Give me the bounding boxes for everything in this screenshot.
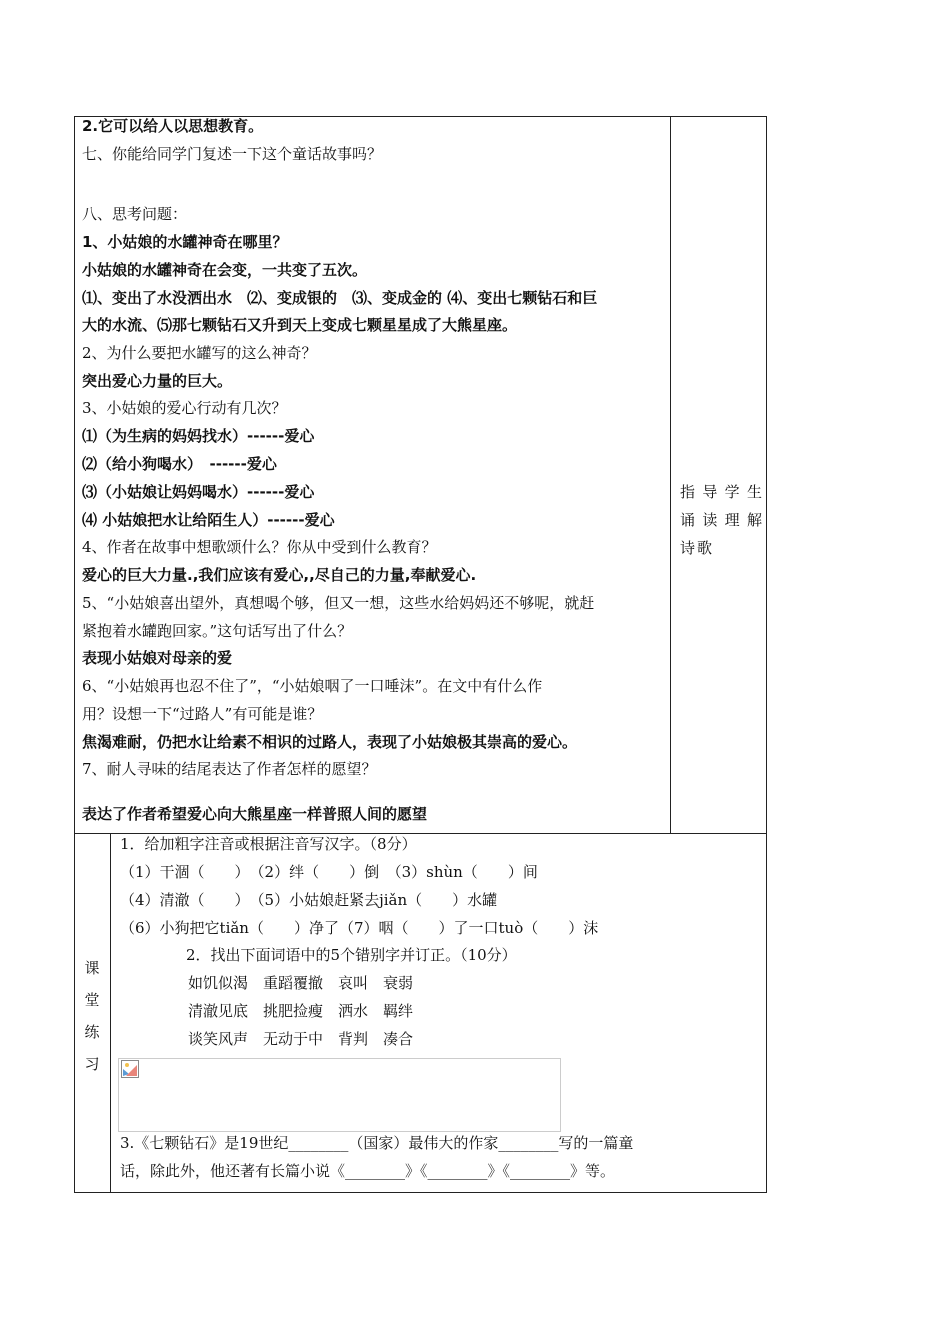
answer-line: ⑶（小姑娘让妈妈喝水）------爱心 (82, 483, 315, 501)
question-line: 用？设想一下“过路人”有可能是谁？ (82, 705, 323, 723)
image-placeholder (118, 1058, 561, 1132)
answer-line: 大的水流、⑸那七颗钻石又升到天上变成七颗星星成了大熊星座。 (82, 316, 518, 334)
exercise-line: （6）小狗把它tiǎn（ ）净了（7）咽（ ）了一口tuò（ ）沫 (120, 919, 599, 937)
question-line: 7、耐人寻味的结尾表达了作者怎样的愿望？ (82, 760, 377, 778)
answer-line: 小姑娘的水罐神奇在会变，一共变了五次。 (82, 261, 368, 279)
label-char: 练 (84, 1023, 100, 1041)
exercise-line: （1）干涸（ ） （2）绊（ ）倒 （3）shùn（ ）间 (120, 863, 538, 881)
label-char: 习 (84, 1055, 100, 1073)
answer-line: 表达了作者希望爱心向大熊星座一样普照人间的愿望 (82, 805, 428, 823)
answer-line: 爱心的巨大力量.,我们应该有爱心,,尽自己的力量,奉献爱心. (82, 566, 477, 584)
text-line: 七、你能给同学门复述一下这个童话故事吗？ (82, 145, 383, 163)
exercise-line: 话，除此外，他还著有长篇小说《________》《________》《________》等。 (120, 1162, 616, 1180)
answer-line: ⑴、变出了水没洒出水 ⑵、变成银的 ⑶、变成金的 ⑷、变出七颗钻石和巨 (82, 289, 598, 307)
answer-line: 突出爱心力量的巨大。 (82, 372, 233, 390)
text-line: 八、思考问题： (82, 205, 188, 223)
exercise-line: 1．给加粗字注音或根据注音写汉字。（8分） (120, 835, 417, 853)
exercise-line: （4）清澈（ ） （5）小姑娘赶紧去jiǎn（ ）水罐 (120, 891, 498, 909)
question-line: 2、为什么要把水罐写的这么神奇？ (82, 344, 317, 362)
exercise-line: 2．找出下面词语中的5个错别字并订正。（10分） (186, 946, 517, 964)
answer-line: 焦渴难耐，仍把水让给素不相识的过路人，表现了小姑娘极其崇高的爱心。 (82, 733, 578, 751)
word-list-line: 如饥似渴 重蹈覆撤 哀叫 衰弱 (188, 974, 414, 992)
word-list-line: 清澈见底 挑肥捡瘦 洒水 羁绊 (188, 1002, 414, 1020)
question-heading: 1、小姑娘的水罐神奇在哪里？ (82, 233, 288, 251)
section-label-practice (74, 952, 110, 1080)
answer-line: ⑵（给小狗喝水） ------爱心 (82, 455, 277, 473)
answer-line: 表现小姑娘对母亲的爱 (82, 649, 233, 667)
text-line: 2.它可以给人以思想教育。 (82, 117, 264, 135)
question-line: 紧抱着水罐跑回家。”这句话写出了什么？ (82, 622, 353, 640)
answer-line: ⑴（为生病的妈妈找水）------爱心 (82, 427, 315, 445)
question-line: 6、“小姑娘再也忍不住了”，“小姑娘咽了一口唾沫”。在文中有什么作 (82, 677, 543, 695)
question-line: 5、“小姑娘喜出望外，真想喝个够，但又一想，这些水给妈妈还不够呢，就赶 (82, 594, 595, 612)
question-line: 4、作者在故事中想歌颂什么？你从中受到什么教育？ (82, 538, 437, 556)
teaching-note: 指导学生诵读理解诗歌 (680, 483, 764, 557)
column-divider-notes (670, 116, 671, 834)
column-divider-label (110, 833, 111, 1193)
word-list-line: 谈笑风声 无动于中 背判 凑合 (188, 1030, 414, 1048)
question-line: 3、小姑娘的爱心行动有几次？ (82, 399, 287, 417)
exercise-line: 3.《七颗钻石》是19世纪________（国家）最伟大的作家________写的一篇童 (120, 1134, 634, 1152)
answer-line: ⑷ 小姑娘把水让给陌生人）------爱心 (82, 511, 335, 529)
label-char: 课 (84, 959, 100, 977)
broken-image-icon (121, 1060, 139, 1078)
label-char: 堂 (84, 991, 100, 1009)
